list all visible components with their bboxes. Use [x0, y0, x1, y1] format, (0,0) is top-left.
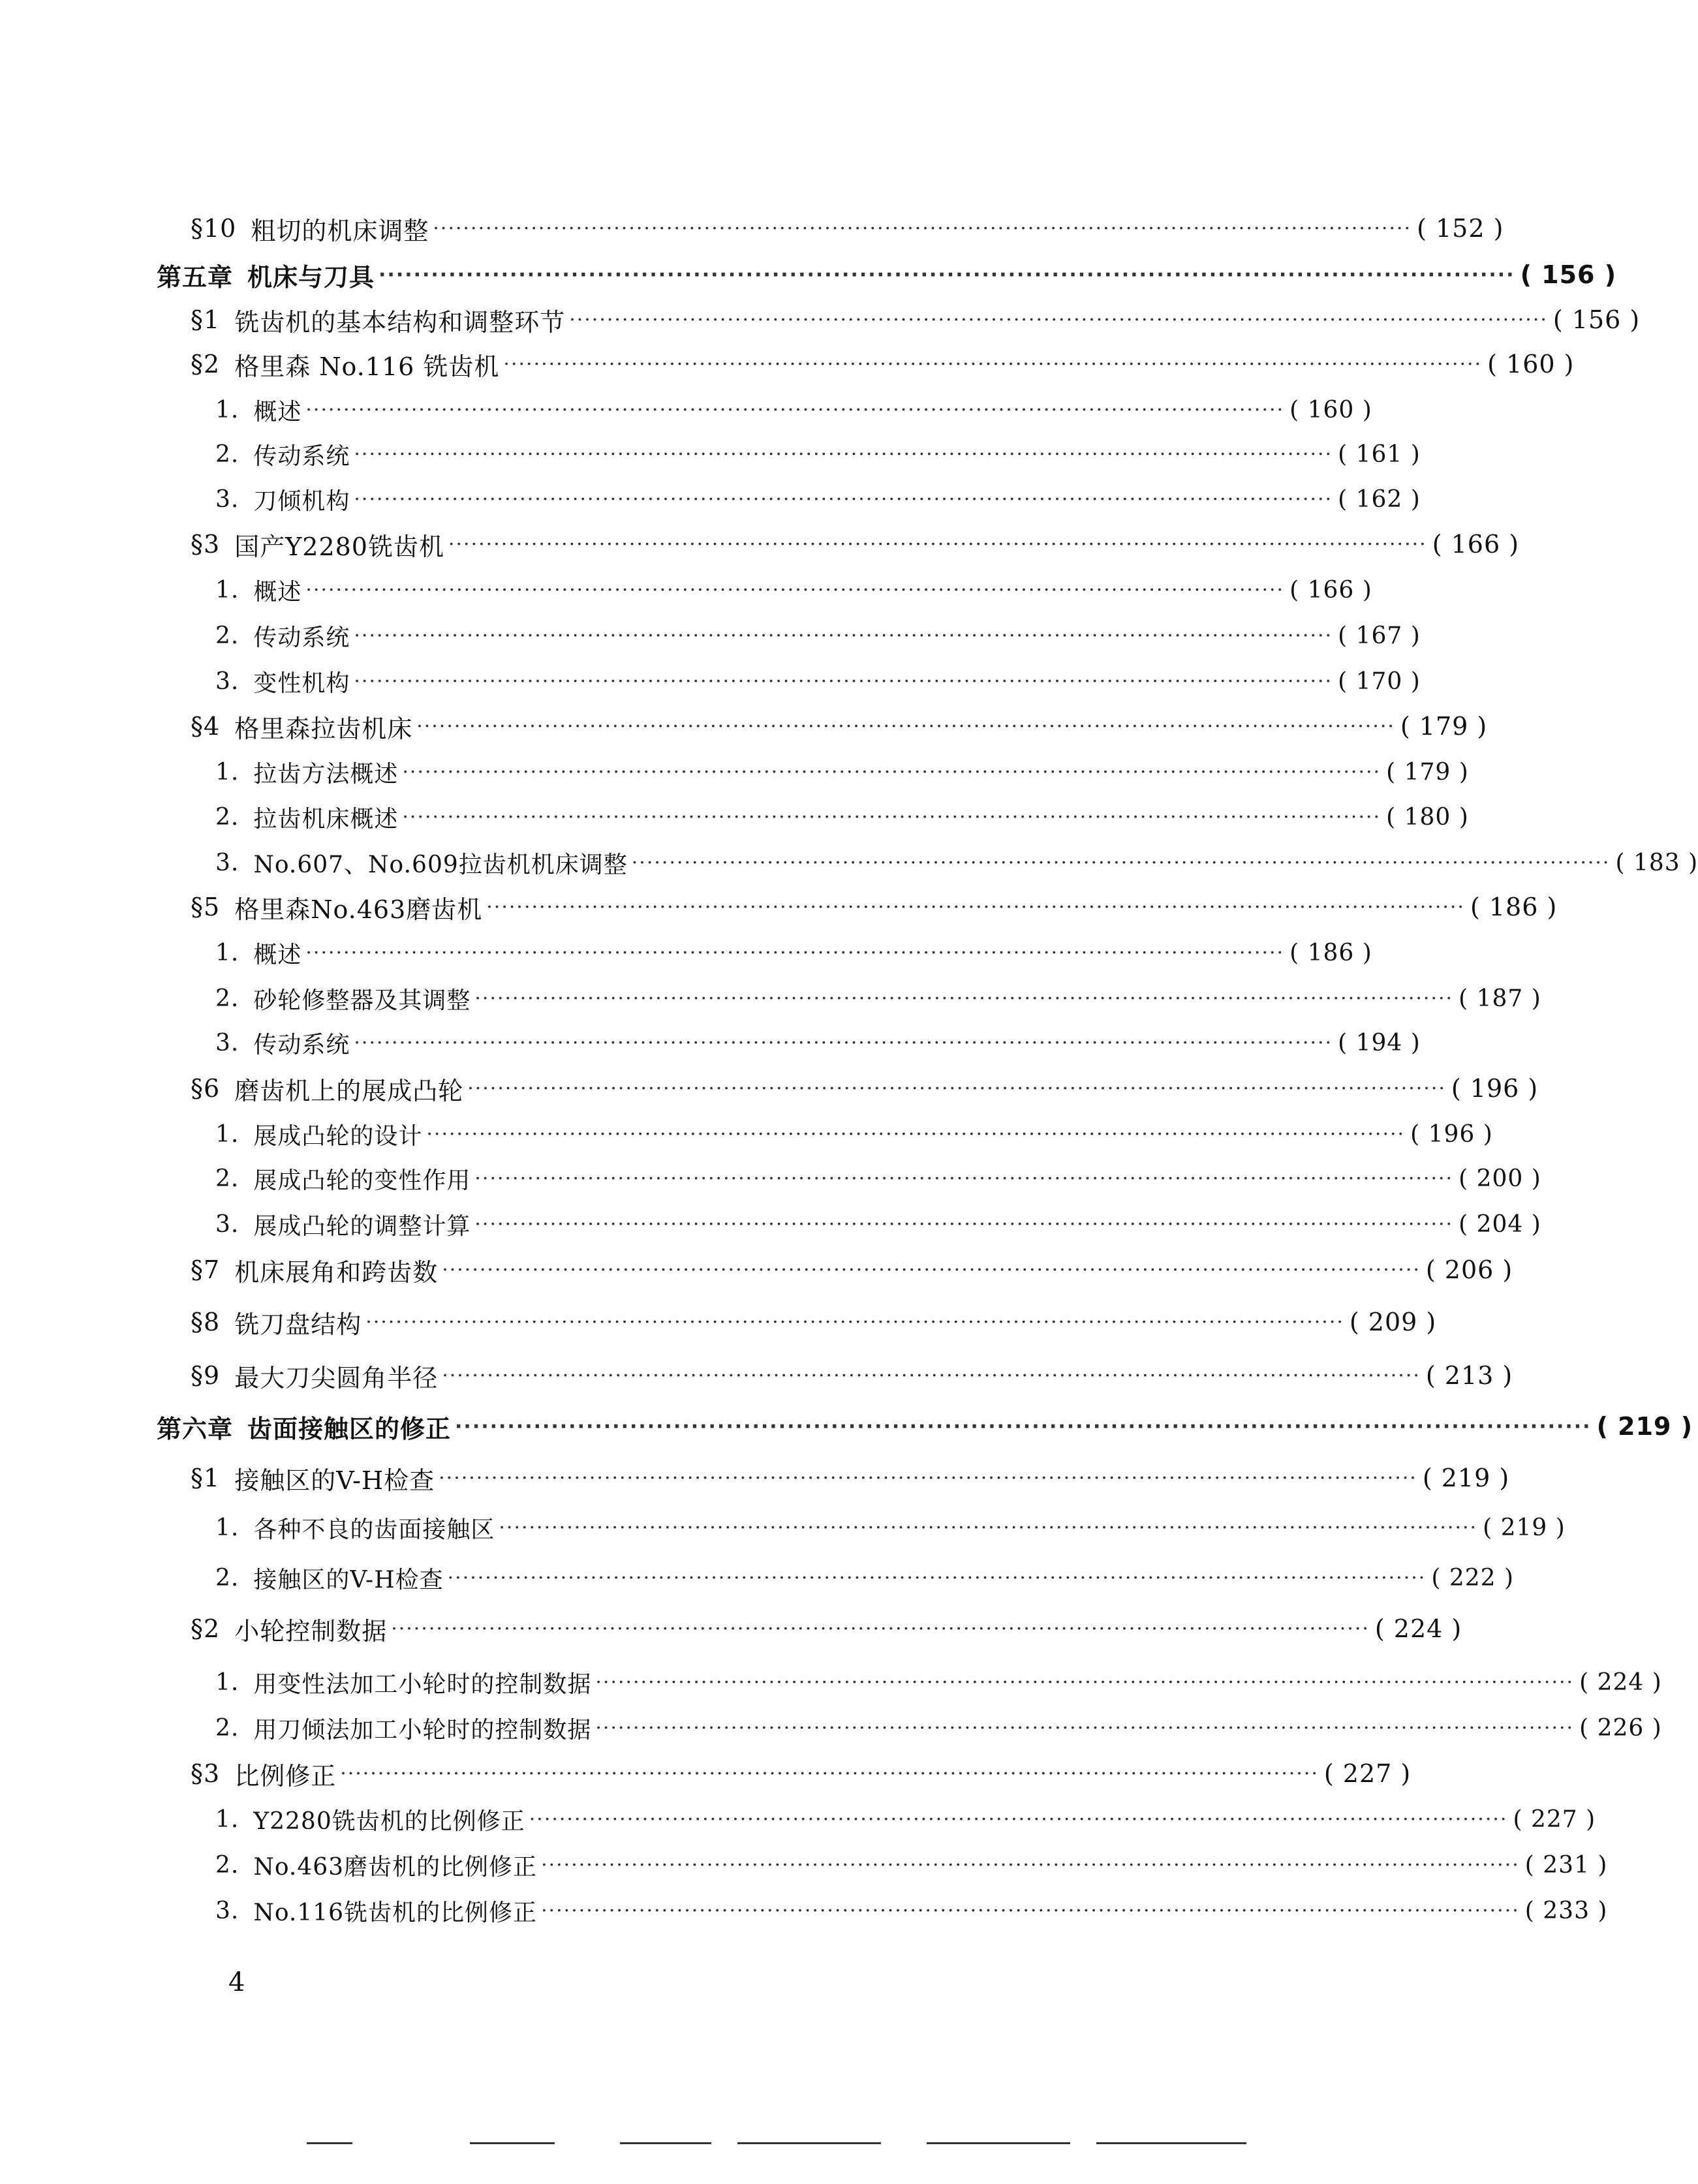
toc-entry-number: 3. — [215, 668, 239, 695]
toc-entry-number: 1. — [215, 758, 239, 786]
toc-entry-number: §9 — [191, 1361, 221, 1390]
toc-entry-number: 2. — [215, 985, 239, 1012]
toc-entry-label — [215, 665, 350, 698]
toc-entry-label — [191, 1358, 438, 1394]
toc-entry-page: ( 160 ) — [1289, 396, 1372, 423]
toc-entry-page: ( 209 ) — [1349, 1308, 1437, 1336]
dot-leader: ·································································································································· — [474, 1212, 1454, 1236]
toc-entry-page: ( 183 ) — [1615, 849, 1698, 876]
toc-entry-title: 传动系统 — [253, 624, 350, 651]
toc-entry-title: 齿面接触区的修正 — [247, 1414, 452, 1443]
dot-leader: ·································································································································· — [442, 1258, 1421, 1282]
toc-entry-number: 1. — [215, 939, 239, 966]
toc-entry-page: ( 166 ) — [1432, 530, 1520, 559]
toc-entry-item — [215, 1206, 1541, 1242]
dot-leader: ·································································································································· — [442, 1364, 1421, 1387]
dot-leader: ·································································································································· — [474, 1167, 1454, 1190]
toc-entry-page: ( 224 ) — [1374, 1614, 1462, 1643]
toc-entry-page: ( 196 ) — [1410, 1120, 1493, 1148]
toc-entry-page: ( 233 ) — [1524, 1897, 1608, 1924]
scan-edge-line — [307, 2142, 352, 2144]
toc-entry-label — [191, 889, 482, 925]
toc-entry-item — [215, 1801, 1596, 1838]
toc-entry-label — [215, 574, 301, 607]
scan-edge-line — [737, 2142, 881, 2144]
toc-entry-page: ( 166 ) — [1289, 576, 1372, 604]
toc-entry-number: 2. — [215, 440, 239, 468]
toc-entry-section — [191, 210, 1504, 247]
toc-entry-page: ( 219 ) — [1422, 1464, 1510, 1492]
toc-entry-label — [215, 846, 628, 880]
dot-leader: ·································································································································· — [529, 1807, 1508, 1831]
toc-entry-page: ( 179 ) — [1400, 712, 1488, 741]
toc-entry-item — [215, 1664, 1662, 1700]
toc-entry-title: 接触区的V-H检查 — [234, 1466, 435, 1495]
toc-entry-label — [191, 1460, 435, 1496]
toc-entry-label — [191, 527, 444, 562]
toc-entry-title: 粗切的机床调整 — [251, 216, 429, 245]
toc-entry-number: 1. — [215, 1120, 239, 1148]
page-number: 4 — [228, 1967, 245, 1997]
dot-leader: ·································································································································· — [365, 1310, 1344, 1334]
toc-entry-title: No.116铣齿机的比例修正 — [253, 1899, 538, 1926]
toc-entry-number: 1. — [215, 1669, 239, 1696]
toc-entry-label — [191, 1071, 463, 1107]
toc-entry-label — [215, 1666, 591, 1699]
toc-entry-title: 铣齿机的基本结构和调整环节 — [234, 307, 566, 337]
toc-entry-label — [191, 1304, 362, 1340]
toc-entry-label — [215, 393, 301, 427]
toc-entry-title: 最大刀尖圆角半径 — [234, 1363, 439, 1392]
dot-leader: ·································································································································· — [378, 263, 1515, 286]
toc-entry-label — [215, 1026, 350, 1060]
toc-entry-label — [215, 1208, 471, 1241]
toc-entry-section — [191, 1070, 1539, 1107]
toc-entry-section — [191, 1610, 1462, 1647]
toc-entry-section — [191, 1460, 1510, 1496]
dot-leader: ·································································································································· — [354, 442, 1333, 466]
toc-entry-number: 3. — [215, 1897, 239, 1924]
toc-entry-section — [191, 346, 1575, 382]
toc-entry-label — [191, 1756, 336, 1792]
dot-leader: ·································································································································· — [439, 1466, 1417, 1490]
dot-leader: ·································································································································· — [354, 669, 1333, 693]
toc-entry-item — [215, 1560, 1515, 1596]
toc-entry-label — [215, 619, 350, 653]
toc-entry-number: 1. — [215, 576, 239, 604]
toc-entry-item — [215, 1847, 1608, 1883]
dot-leader: ·································································································································· — [433, 217, 1412, 240]
dot-leader: ·································································································································· — [631, 851, 1611, 874]
toc-entry-item — [215, 1892, 1608, 1929]
toc-entry-item — [215, 799, 1469, 835]
toc-entry-title: 比例修正 — [234, 1761, 337, 1791]
toc-entry-page: ( 226 ) — [1579, 1714, 1662, 1742]
toc-entry-title: 砂轮修整器及其调整 — [253, 987, 471, 1014]
toc-entry-number: 1. — [215, 1514, 239, 1541]
toc-entry-page: ( 219 ) — [1483, 1514, 1566, 1541]
toc-entry-page: ( 186 ) — [1470, 893, 1558, 921]
scan-edge-line — [470, 2142, 555, 2144]
toc-entry-page: ( 156 ) — [1520, 260, 1617, 289]
toc-entry-item — [215, 572, 1372, 608]
toc-entry-section — [191, 301, 1641, 338]
dot-leader: ·································································································································· — [416, 715, 1395, 738]
toc-entry-page: ( 156 ) — [1552, 305, 1641, 334]
toc-entry-label — [215, 1894, 537, 1928]
toc-entry-title: 铣刀盘结构 — [234, 1310, 362, 1339]
toc-entry-number: 2. — [215, 803, 239, 831]
toc-entry-number: §10 — [191, 214, 237, 243]
toc-entry-number: 第五章 — [157, 262, 234, 292]
toc-entry-number: §3 — [191, 1759, 221, 1788]
toc-entry-chapter — [157, 256, 1617, 293]
dot-leader: ·································································································································· — [354, 624, 1333, 647]
toc-entry-title: 拉齿机床概述 — [253, 805, 399, 833]
toc-entry-item — [215, 1160, 1541, 1197]
toc-entry-label — [215, 483, 350, 516]
dot-leader: ·································································································································· — [402, 760, 1382, 784]
dot-leader: ·································································································································· — [569, 308, 1548, 331]
toc-entry-page: ( 224 ) — [1579, 1669, 1662, 1696]
toc-entry-item — [215, 934, 1372, 971]
dot-leader: ·································································································································· — [447, 1566, 1427, 1590]
toc-entry-item — [215, 844, 1698, 881]
toc-entry-section — [191, 1357, 1513, 1394]
toc-entry-item — [215, 617, 1421, 654]
toc-entry-title: 概述 — [253, 578, 302, 606]
toc-entry-item — [215, 481, 1421, 517]
toc-entry-label — [191, 709, 412, 745]
toc-entry-page: ( 180 ) — [1386, 803, 1469, 831]
toc-entry-section — [191, 1755, 1412, 1792]
toc-entry-label — [191, 211, 429, 247]
dot-leader: ·································································································································· — [455, 1415, 1592, 1438]
toc-entry-item — [215, 754, 1469, 790]
toc-entry-label — [215, 1162, 471, 1195]
toc-entry-label — [215, 801, 398, 834]
dot-leader: ·································································································································· — [541, 1899, 1520, 1922]
toc-entry-page: ( 231 ) — [1524, 1851, 1608, 1879]
toc-entry-page: ( 167 ) — [1338, 622, 1421, 649]
toc-entry-number: §1 — [191, 1464, 221, 1492]
toc-entry-item — [215, 392, 1372, 428]
toc-entry-label — [191, 1611, 387, 1647]
toc-entry-page: ( 186 ) — [1289, 939, 1372, 966]
dot-leader: ·································································································································· — [595, 1716, 1575, 1740]
toc-entry-item — [215, 1024, 1421, 1061]
toc-entry-title: 展成凸轮的设计 — [253, 1122, 423, 1150]
toc-entry-label — [215, 1803, 525, 1836]
toc-entry-page: ( 160 ) — [1487, 350, 1575, 378]
dot-leader: ·································································································································· — [595, 1670, 1575, 1694]
toc-entry-title: 国产Y2280铣齿机 — [234, 532, 444, 561]
toc-entry-number: §3 — [191, 530, 221, 559]
toc-entry-number: 2. — [215, 1165, 239, 1192]
dot-leader: ·································································································································· — [391, 1617, 1370, 1640]
toc-entry-title: 传动系统 — [253, 442, 350, 470]
toc-entry-label — [215, 438, 350, 471]
dot-leader: ·································································································································· — [354, 487, 1333, 511]
toc-entry-number: §6 — [191, 1074, 221, 1103]
toc-entry-title: 用刀倾法加工小轮时的控制数据 — [253, 1716, 592, 1744]
dot-leader: ·································································································································· — [305, 398, 1285, 422]
toc-entry-page: ( 213 ) — [1425, 1361, 1513, 1390]
scan-edge-line — [620, 2142, 711, 2144]
toc-entry-number: §8 — [191, 1308, 221, 1336]
toc-entry-page: ( 194 ) — [1338, 1029, 1421, 1056]
toc-entry-title: 展成凸轮的变性作用 — [253, 1167, 471, 1194]
toc-entry-page: ( 227 ) — [1323, 1759, 1412, 1788]
toc-entry-label — [215, 1561, 444, 1595]
dot-leader: ·································································································································· — [340, 1762, 1319, 1785]
dot-leader: ·································································································································· — [486, 895, 1465, 919]
toc-entry-item — [215, 1116, 1493, 1152]
toc-entry-title: 传动系统 — [253, 1031, 350, 1058]
toc-entry-title: 机床与刀具 — [247, 262, 375, 292]
toc-entry-title: No.607、No.609拉齿机机床调整 — [253, 851, 628, 878]
toc-entry-title: 展成凸轮的调整计算 — [253, 1212, 471, 1240]
toc-entry-label — [215, 1511, 495, 1545]
toc-entry-section — [191, 1252, 1513, 1288]
toc-entry-number: 第六章 — [157, 1414, 234, 1443]
toc-entry-number: §1 — [191, 305, 221, 334]
toc-entry-label — [215, 982, 471, 1015]
toc-entry-number: §7 — [191, 1255, 221, 1284]
toc-entry-page: ( 187 ) — [1459, 985, 1541, 1012]
dot-leader: ·································································································································· — [305, 941, 1285, 964]
toc-entry-section — [191, 526, 1520, 562]
toc-entry-page: ( 162 ) — [1338, 485, 1421, 513]
toc-entry-page: ( 222 ) — [1431, 1564, 1515, 1592]
toc-entry-title: No.463磨齿机的比例修正 — [253, 1853, 538, 1881]
toc-entry-section — [191, 889, 1558, 925]
toc-entry-page: ( 219 ) — [1596, 1412, 1693, 1441]
toc-entry-label — [215, 1712, 591, 1745]
toc-entry-number: 2. — [215, 1851, 239, 1879]
dot-leader: ·································································································································· — [354, 1031, 1333, 1054]
toc-entry-label — [191, 302, 565, 338]
toc-entry-item — [215, 663, 1421, 700]
toc-entry-number: 3. — [215, 1029, 239, 1056]
toc-entry-number: §5 — [191, 893, 221, 921]
toc-entry-number: 1. — [215, 1806, 239, 1833]
toc-entry-chapter — [157, 1408, 1693, 1445]
dot-leader: ·································································································································· — [305, 578, 1285, 602]
toc-entry-number: 2. — [215, 622, 239, 649]
toc-entry-item — [215, 1710, 1662, 1746]
dot-leader: ·································································································································· — [503, 352, 1483, 376]
toc-entry-page: ( 227 ) — [1513, 1806, 1596, 1833]
toc-entry-label — [215, 1118, 422, 1151]
toc-entry-title: 接触区的V-H检查 — [253, 1566, 444, 1593]
toc-entry-page: ( 161 ) — [1338, 440, 1421, 468]
toc-entry-title: 格里森 No.116 铣齿机 — [234, 352, 500, 381]
toc-entry-number: 2. — [215, 1714, 239, 1742]
toc-entry-page: ( 152 ) — [1417, 214, 1504, 243]
toc-entry-title: 概述 — [253, 398, 302, 425]
toc-entry-number: 2. — [215, 1564, 239, 1592]
dot-leader: ·································································································································· — [402, 805, 1382, 829]
toc-entry-number: 3. — [215, 1210, 239, 1238]
toc-entry-label — [215, 756, 398, 789]
toc-entry-page: ( 170 ) — [1338, 668, 1421, 695]
toc-entry-number: §2 — [191, 1614, 221, 1643]
toc-entry-item — [215, 1509, 1566, 1546]
dot-leader: ·································································································································· — [499, 1516, 1478, 1539]
toc-entry-title: 概述 — [253, 941, 302, 968]
toc-entry-title: 磨齿机上的展成凸轮 — [234, 1076, 464, 1105]
toc-entry-title: 格里森拉齿机床 — [234, 714, 413, 743]
toc-entry-title: 各种不良的齿面接触区 — [253, 1516, 495, 1543]
toc-entry-section — [191, 708, 1488, 745]
toc-entry-number: §2 — [191, 350, 221, 378]
toc-entry-number: 3. — [215, 485, 239, 513]
dot-leader: ·································································································································· — [448, 532, 1427, 556]
toc-entry-label — [157, 1409, 451, 1445]
toc-entry-title: 用变性法加工小轮时的控制数据 — [253, 1670, 592, 1698]
toc-entry-item — [215, 436, 1421, 472]
toc-entry-label — [215, 1849, 537, 1882]
toc-entry-number: 1. — [215, 396, 239, 423]
scan-edge-line — [927, 2142, 1070, 2144]
toc-entry-section — [191, 1304, 1437, 1340]
toc-entry-title: 变性机构 — [253, 669, 350, 697]
toc-entry-label — [157, 257, 375, 293]
dot-leader: ·································································································································· — [541, 1853, 1520, 1877]
toc-entry-title: 机床展角和跨齿数 — [234, 1257, 439, 1287]
toc-entry-label — [215, 936, 301, 970]
toc-entry-title: Y2280铣齿机的比例修正 — [253, 1807, 525, 1835]
dot-leader: ·································································································································· — [467, 1077, 1446, 1100]
scan-edge-line — [1096, 2142, 1246, 2144]
toc-entry-title: 拉齿方法概述 — [253, 760, 399, 788]
toc-entry-page: ( 200 ) — [1459, 1165, 1541, 1192]
toc-entry-item — [215, 980, 1541, 1017]
toc-entry-number: 3. — [215, 849, 239, 876]
toc-entry-title: 格里森No.463磨齿机 — [234, 895, 483, 924]
toc-entry-page: ( 196 ) — [1451, 1074, 1539, 1103]
toc-entry-title: 小轮控制数据 — [234, 1616, 388, 1646]
toc-entry-title: 刀倾机构 — [253, 487, 350, 515]
toc-entry-number: §4 — [191, 712, 221, 741]
toc-entry-label — [191, 1252, 438, 1288]
toc-entry-page: ( 206 ) — [1425, 1255, 1513, 1284]
toc-entry-page: ( 179 ) — [1386, 758, 1469, 786]
toc-entry-page: ( 204 ) — [1459, 1210, 1541, 1238]
toc-entry-label — [191, 346, 499, 382]
dot-leader: ·································································································································· — [426, 1122, 1406, 1146]
dot-leader: ·································································································································· — [474, 987, 1454, 1010]
